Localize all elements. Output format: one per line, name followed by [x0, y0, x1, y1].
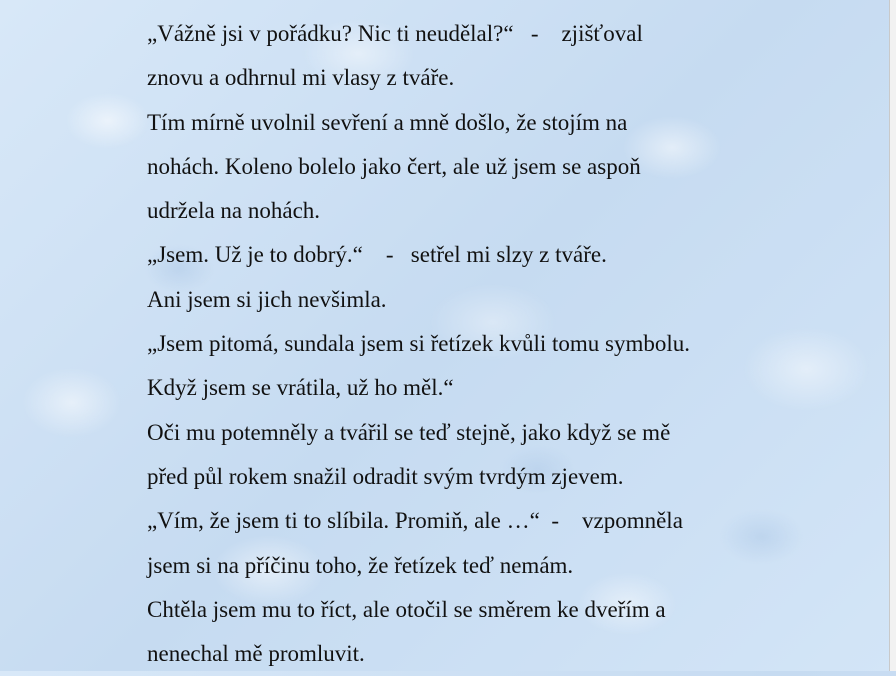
text-line-11: před půl rokem snažil odradit svým tvrdým zjevem.: [147, 463, 624, 489]
text-line-12: „Vím, že jsem ti to slíbila. Promiň, ale …“ - vzpomněla: [147, 508, 683, 534]
text-line-4: nohách. Koleno bolelo jako čert, ale už jsem se aspoň: [147, 153, 641, 179]
window-edge: [889, 0, 896, 671]
story-text: [147, 12, 847, 676]
text-line-10: Oči mu potemněly a tvářil se teď stejně, jako když se mě: [147, 419, 671, 445]
text-line-6: „Jsem. Už je to dobrý.“ - setřel mi slzy z tváře.: [147, 242, 607, 268]
text-line-3: Tím mírně uvolnil sevření a mně došlo, že stojím na: [147, 109, 628, 135]
text-line-1: „Vážně jsi v pořádku? Nic ti neudělal?“ - zjišťoval: [147, 21, 643, 46]
text-line-15: nenechal mě promluvit.: [147, 641, 365, 667]
text-line-2: znovu a odhrnul mi vlasy z tváře.: [147, 65, 455, 91]
text-line-9: Když jsem se vrátila, už ho měl.“: [147, 375, 454, 401]
text-line-5: udržela na nohách.: [147, 198, 321, 224]
text-line-13: jsem si na příčinu toho, že řetízek teď nemám.: [147, 552, 574, 578]
text-line-8: „Jsem pitomá, sundala jsem si řetízek kvůli tomu symbolu.: [147, 331, 690, 357]
text-line-7: Ani jsem si jich nevšimla.: [147, 286, 387, 312]
text-line-14: Chtěla jsem mu to říct, ale otočil se směrem ke dveřím a: [147, 596, 666, 622]
